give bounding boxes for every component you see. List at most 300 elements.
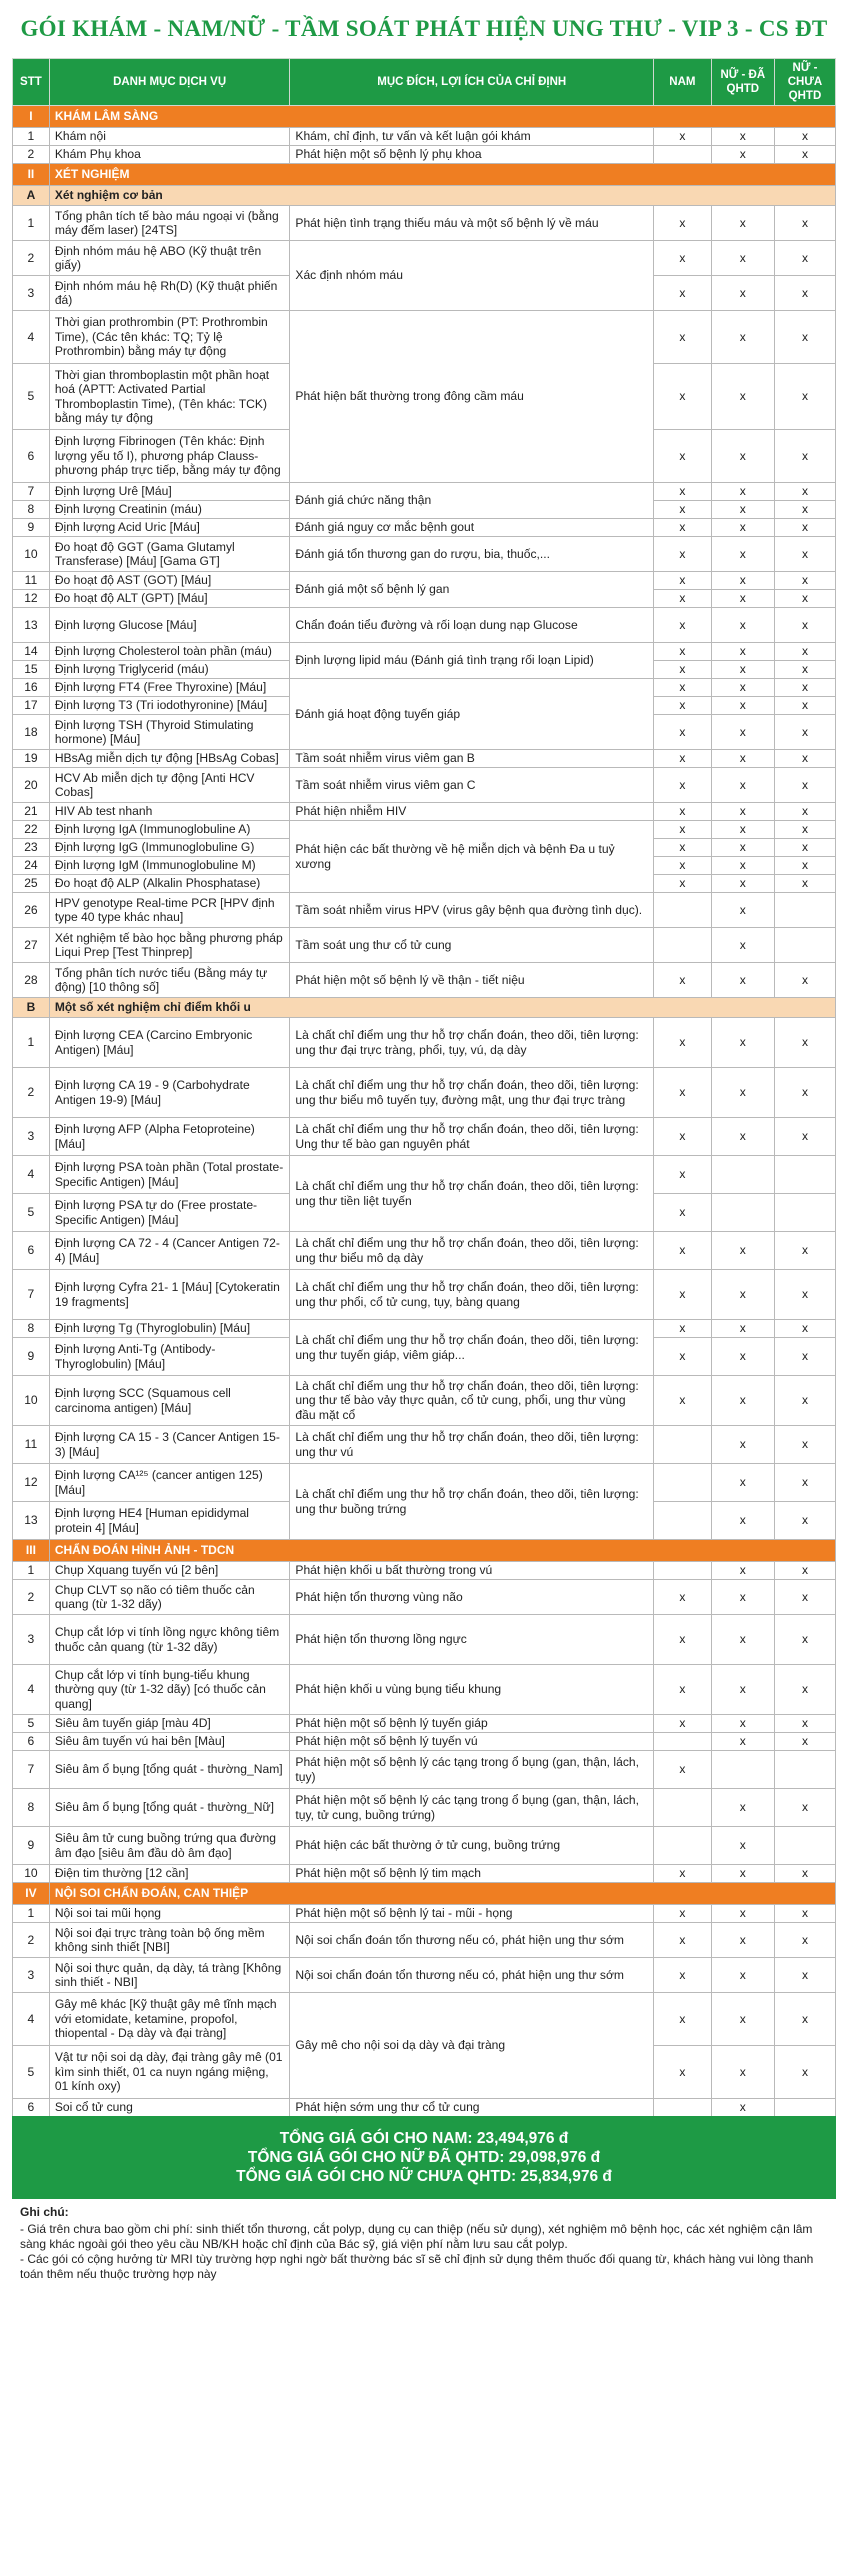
row-number: 2 (13, 1580, 50, 1615)
female-married-check: x (711, 364, 774, 430)
row-number: 18 (13, 715, 50, 750)
total-female-single: TỔNG GIÁ GÓI CHO NỮ CHƯA QHTD: 25,834,976 đ (236, 2168, 612, 2185)
female-married-check: x (711, 146, 774, 164)
section-number: III (13, 1540, 50, 1562)
service-purpose: Là chất chỉ điểm ung thư hỗ trợ chẩn đoán, theo dõi, tiên lượng: ung thư phổi, cổ tử cung, tụy, bàng quang (290, 1270, 654, 1320)
service-name: Định nhóm máu hệ ABO (Kỹ thuật trên giấy) (49, 241, 290, 276)
male-check: x (654, 1580, 712, 1615)
service-name: Định nhóm máu hệ Rh(D) (Kỹ thuật phiến đá) (49, 276, 290, 311)
female-single-check: x (774, 875, 835, 893)
male-check (654, 2099, 712, 2117)
row-number: 17 (13, 697, 50, 715)
row-number: 2 (13, 1923, 50, 1958)
service-name: Chụp Xquang tuyến vú [2 bên] (49, 1562, 290, 1580)
female-single-check: x (774, 1270, 835, 1320)
male-check: x (654, 768, 712, 803)
table-row (13, 146, 836, 164)
table-row (13, 1993, 836, 2046)
female-single-check: x (774, 963, 835, 998)
table-row (13, 1270, 836, 1320)
row-number: 10 (13, 537, 50, 572)
male-check: x (654, 750, 712, 768)
service-name: Định lượng IgA (Immunoglobuline A) (49, 821, 290, 839)
row-number: 7 (13, 483, 50, 501)
row-number: 13 (13, 608, 50, 643)
female-single-check: x (774, 483, 835, 501)
header-stt: STT (13, 59, 50, 106)
service-name: Khám Phụ khoa (49, 146, 290, 164)
service-purpose: Đánh giá nguy cơ mắc bệnh gout (290, 519, 654, 537)
notes-heading: Ghi chú: (20, 2205, 69, 2219)
male-check: x (654, 715, 712, 750)
row-number: 12 (13, 590, 50, 608)
header-service: DANH MỤC DỊCH VỤ (49, 59, 290, 106)
female-single-check (774, 893, 835, 928)
female-single-check: x (774, 1338, 835, 1376)
row-number: 4 (13, 1156, 50, 1194)
service-purpose: Phát hiện một số bệnh lý tim mạch (290, 1865, 654, 1883)
service-name: Nội soi thực quản, dạ dày, tá tràng [Không sinh thiết - NBI] (49, 1958, 290, 1993)
note-item: - Giá trên chưa bao gồm chi phí: sinh thiết tổn thương, cắt polyp, dụng cụ can thiệp (nếu sử dụng), xét nghiệm mô bệnh học, các xét nghiệm cận lâm sàng khác ngoài gói theo yêu cầu NB/KH hoặc chỉ định của Bác sỹ, giá viện phí nằm lưu sau cắt polyp. (20, 2222, 813, 2251)
subsection-header-row (13, 998, 836, 1018)
service-purpose: Đánh giá tổn thương gan do rượu, bia, thuốc,... (290, 537, 654, 572)
female-single-check: x (774, 1923, 835, 1958)
female-single-check: x (774, 1733, 835, 1751)
male-check: x (654, 1751, 712, 1789)
service-name: Định lượng CA¹²⁵ (cancer antigen 125) [Máu] (49, 1464, 290, 1502)
service-purpose: Phát hiện nhiễm HIV (290, 803, 654, 821)
service-name: Định lượng IgM (Immunoglobuline M) (49, 857, 290, 875)
female-married-check: x (711, 715, 774, 750)
service-purpose: Phát hiện tình trạng thiếu máu và một số bệnh lý về máu (290, 206, 654, 241)
female-single-check: x (774, 1464, 835, 1502)
female-married-check: x (711, 893, 774, 928)
section-title: CHẨN ĐOÁN HÌNH ẢNH - TDCN (49, 1540, 835, 1562)
table-row (13, 1068, 836, 1118)
table-row (13, 1827, 836, 1865)
female-single-check: x (774, 501, 835, 519)
service-purpose: Phát hiện khối u bất thường trong vú (290, 1562, 654, 1580)
female-married-check: x (711, 1580, 774, 1615)
service-purpose: Là chất chỉ điểm ung thư hỗ trợ chẩn đoán, theo dõi, tiên lượng: ung thư tuyến giáp, viêm giáp... (290, 1320, 654, 1376)
female-single-check: x (774, 1562, 835, 1580)
female-single-check: x (774, 1958, 835, 1993)
male-check: x (654, 697, 712, 715)
service-purpose: Phát hiện một số bệnh lý tuyến vú (290, 1733, 654, 1751)
row-number: 4 (13, 311, 50, 364)
row-number: 24 (13, 857, 50, 875)
section-number: IV (13, 1883, 50, 1905)
service-name: Định lượng PSA tự do (Free prostate-Specific Antigen) [Máu] (49, 1194, 290, 1232)
female-single-check: x (774, 1665, 835, 1715)
male-check (654, 1502, 712, 1540)
female-single-check: x (774, 1905, 835, 1923)
service-name: Siêu âm ổ bụng [tổng quát - thường_Nam] (49, 1751, 290, 1789)
service-purpose: Là chất chỉ điểm ung thư hỗ trợ chẩn đoán, theo dõi, tiên lượng: ung thư biểu mô tuyến tụy, đường mật, ung thư đại trực tràng (290, 1068, 654, 1118)
male-check (654, 1733, 712, 1751)
female-married-check: x (711, 2099, 774, 2117)
notes-section (0, 2199, 848, 2282)
service-name: Định lượng Cholesterol toàn phần (máu) (49, 643, 290, 661)
male-check: x (654, 1118, 712, 1156)
male-check: x (654, 590, 712, 608)
service-name: HIV Ab test nhanh (49, 803, 290, 821)
service-name: Nội soi đại trực tràng toàn bộ ống mềm không sinh thiết [NBI] (49, 1923, 290, 1958)
service-purpose: Phát hiện các bất thường về hệ miễn dịch và bệnh Đa u tuỷ xương (290, 821, 654, 893)
service-name: Đo hoạt độ ALT (GPT) [Máu] (49, 590, 290, 608)
row-number: 15 (13, 661, 50, 679)
female-single-check: x (774, 1865, 835, 1883)
male-check: x (654, 430, 712, 483)
male-check (654, 928, 712, 963)
service-name: Định lượng T3 (Tri iodothyronine) [Máu] (49, 697, 290, 715)
female-married-check: x (711, 1562, 774, 1580)
table-row (13, 1426, 836, 1464)
service-name: Tổng phân tích tế bào máu ngoại vi (bằng máy đếm laser) [24TS] (49, 206, 290, 241)
male-check: x (654, 1232, 712, 1270)
row-number: 13 (13, 1502, 50, 1540)
female-single-check: x (774, 276, 835, 311)
male-check (654, 1426, 712, 1464)
row-number: 5 (13, 2046, 50, 2099)
female-single-check: x (774, 1118, 835, 1156)
row-number: 1 (13, 1905, 50, 1923)
service-name: Thời gian thromboplastin một phần hoạt hoá (APTT: Activated Partial Thromboplastin Time), (Tên khác: TCK) bằng máy tự động (49, 364, 290, 430)
male-check: x (654, 1156, 712, 1194)
male-check: x (654, 1665, 712, 1715)
service-name: Định lượng Fibrinogen (Tên khác: Định lượng yếu tố I), phương pháp Clauss- phương pháp trực tiếp, bằng máy tự động (49, 430, 290, 483)
female-single-check: x (774, 430, 835, 483)
male-check: x (654, 1194, 712, 1232)
header-purpose: MỤC ĐÍCH, LỢI ÍCH CỦA CHỈ ĐỊNH (290, 59, 654, 106)
female-married-check: x (711, 1733, 774, 1751)
male-check (654, 1562, 712, 1580)
table-row (13, 128, 836, 146)
service-name: Tổng phân tích nước tiểu (Bằng máy tự động) [10 thông số] (49, 963, 290, 998)
row-number: 6 (13, 2099, 50, 2117)
service-purpose: Phát hiện một số bệnh lý các tạng trong ổ bụng (gan, thận, lách, tụy, tử cung, buồng trứng) (290, 1789, 654, 1827)
service-purpose: Đánh giá chức năng thận (290, 483, 654, 519)
table-row (13, 241, 836, 276)
table-row (13, 1018, 836, 1068)
male-check (654, 1827, 712, 1865)
female-single-check (774, 2099, 835, 2117)
service-purpose: Phát hiện bất thường trong đông cầm máu (290, 311, 654, 483)
service-name: Soi cổ tử cung (49, 2099, 290, 2117)
female-married-check: x (711, 839, 774, 857)
female-married-check: x (711, 2046, 774, 2099)
table-row (13, 1118, 836, 1156)
row-number: 7 (13, 1270, 50, 1320)
female-single-check: x (774, 1789, 835, 1827)
row-number: 9 (13, 1338, 50, 1376)
service-name: Gây mê khác [Kỹ thuật gây mê tĩnh mạch với etomidate, ketamine, propofol, thiopental - Dạ dày và đại tràng] (49, 1993, 290, 2046)
male-check: x (654, 519, 712, 537)
row-number: 5 (13, 364, 50, 430)
male-check: x (654, 803, 712, 821)
service-name: Định lượng Urê [Máu] (49, 483, 290, 501)
service-name: Định lượng Triglycerid (máu) (49, 661, 290, 679)
row-number: 6 (13, 430, 50, 483)
section-number: A (13, 186, 50, 206)
table-row (13, 1580, 836, 1615)
row-number: 6 (13, 1232, 50, 1270)
table-row (13, 1615, 836, 1665)
service-purpose: Nội soi chẩn đoán tổn thương nếu có, phát hiện ung thư sớm (290, 1923, 654, 1958)
female-married-check: x (711, 501, 774, 519)
male-check: x (654, 679, 712, 697)
male-check: x (654, 643, 712, 661)
table-row (13, 643, 836, 661)
row-number: 22 (13, 821, 50, 839)
female-married-check: x (711, 572, 774, 590)
male-check: x (654, 1993, 712, 2046)
female-married-check: x (711, 1018, 774, 1068)
service-name: HBsAg miễn dịch tự động [HBsAg Cobas] (49, 750, 290, 768)
male-check: x (654, 1338, 712, 1376)
total-female-married: TỔNG GIÁ GÓI CHO NỮ ĐÃ QHTD: 29,098,976 đ (247, 2149, 601, 2166)
table-row (13, 519, 836, 537)
row-number: 27 (13, 928, 50, 963)
row-number: 26 (13, 893, 50, 928)
total-price-banner (12, 2116, 836, 2199)
female-single-check: x (774, 241, 835, 276)
male-check: x (654, 276, 712, 311)
table-row (13, 679, 836, 697)
male-check: x (654, 839, 712, 857)
female-married-check: x (711, 483, 774, 501)
female-single-check (774, 1751, 835, 1789)
table-row (13, 1156, 836, 1194)
male-check: x (654, 875, 712, 893)
note-item: - Các gói có cộng hưởng từ MRI tùy trường hợp nghi ngờ bất thường bác sĩ sẽ chỉ định sử dụng thêm thuốc đối quang từ, khách hàng vui lòng thanh toán thêm nếu thuộc trường hợp này (20, 2252, 814, 2281)
female-married-check: x (711, 1118, 774, 1156)
female-single-check: x (774, 750, 835, 768)
table-row (13, 1665, 836, 1715)
female-married-check: x (711, 928, 774, 963)
female-married-check: x (711, 1338, 774, 1376)
table-row (13, 483, 836, 501)
row-number: 8 (13, 1789, 50, 1827)
service-name: Xét nghiệm tế bào học bằng phương pháp Liqui Prep [Test Thinprep] (49, 928, 290, 963)
service-name: HPV genotype Real-time PCR [HPV định type 40 type khác nhau] (49, 893, 290, 928)
service-name: Chụp cắt lớp vi tính bụng-tiểu khung thường quy (từ 1-32 dãy) [có thuốc cản quang] (49, 1665, 290, 1715)
table-row (13, 893, 836, 928)
row-number: 11 (13, 1426, 50, 1464)
row-number: 3 (13, 1615, 50, 1665)
service-name: Nội soi tai mũi họng (49, 1905, 290, 1923)
male-check (654, 1464, 712, 1502)
service-name: HCV Ab miễn dịch tự động [Anti HCV Cobas] (49, 768, 290, 803)
service-purpose: Là chất chỉ điểm ung thư hỗ trợ chẩn đoán, theo dõi, tiên lượng: ung thư đại trực tràng, phổi, tụy, vú, dạ dày (290, 1018, 654, 1068)
row-number: 1 (13, 1562, 50, 1580)
female-married-check: x (711, 430, 774, 483)
row-number: 5 (13, 1715, 50, 1733)
service-purpose: Là chất chỉ điểm ung thư hỗ trợ chẩn đoán, theo dõi, tiên lượng: Ung thư tế bào gan nguyên phát (290, 1118, 654, 1156)
table-row (13, 2099, 836, 2117)
female-single-check: x (774, 1426, 835, 1464)
row-number: 14 (13, 643, 50, 661)
row-number: 9 (13, 1827, 50, 1865)
male-check: x (654, 311, 712, 364)
service-name: Siêu âm tuyến giáp [màu 4D] (49, 1715, 290, 1733)
female-married-check: x (711, 1320, 774, 1338)
service-purpose: Phát hiện một số bệnh lý phụ khoa (290, 146, 654, 164)
table-row (13, 803, 836, 821)
female-single-check: x (774, 146, 835, 164)
table-row (13, 1905, 836, 1923)
female-married-check: x (711, 608, 774, 643)
service-name: Định lượng TSH (Thyroid Stimulating hormone) [Máu] (49, 715, 290, 750)
service-purpose: Là chất chỉ điểm ung thư hỗ trợ chẩn đoán, theo dõi, tiên lượng: ung thư tiền liệt tuyến (290, 1156, 654, 1232)
service-name: Khám nội (49, 128, 290, 146)
service-name: Siêu âm tử cung buồng trứng qua đường âm đạo [siêu âm đầu dò âm đạo] (49, 1827, 290, 1865)
service-purpose: Phát hiện tổn thương lồng ngực (290, 1615, 654, 1665)
service-name: Định lượng Acid Uric [Máu] (49, 519, 290, 537)
section-title: NỘI SOI CHẨN ĐOÁN, CAN THIỆP (49, 1883, 835, 1905)
female-married-check: x (711, 128, 774, 146)
female-single-check: x (774, 803, 835, 821)
table-row (13, 608, 836, 643)
female-single-check: x (774, 1018, 835, 1068)
total-male: TỔNG GIÁ GÓI CHO NAM: 23,494,976 đ (279, 2130, 569, 2147)
row-number: 8 (13, 501, 50, 519)
female-married-check: x (711, 1827, 774, 1865)
female-married-check: x (711, 1426, 774, 1464)
header-female-single: NỮ - CHƯA QHTD (774, 59, 835, 106)
female-single-check (774, 1194, 835, 1232)
row-number: 12 (13, 1464, 50, 1502)
header-male: NAM (654, 59, 712, 106)
male-check: x (654, 857, 712, 875)
service-purpose: Là chất chỉ điểm ung thư hỗ trợ chẩn đoán, theo dõi, tiên lượng: ung thư vú (290, 1426, 654, 1464)
female-single-check: x (774, 590, 835, 608)
table-row (13, 1320, 836, 1338)
service-name: Định lượng HE4 [Human epididymal protein 4] [Máu] (49, 1502, 290, 1540)
female-married-check: x (711, 537, 774, 572)
section-title: KHÁM LÂM SÀNG (49, 106, 835, 128)
row-number: 3 (13, 1118, 50, 1156)
service-purpose: Định lượng lipid máu (Đánh giá tình trạng rối loạn Lipid) (290, 643, 654, 679)
table-row (13, 928, 836, 963)
table-row (13, 1923, 836, 1958)
service-purpose: Phát hiện một số bệnh lý các tạng trong ổ bụng (gan, thận, lách, tụy) (290, 1751, 654, 1789)
male-check: x (654, 206, 712, 241)
male-check: x (654, 364, 712, 430)
female-single-check: x (774, 1993, 835, 2046)
service-purpose: Tầm soát nhiễm virus viêm gan B (290, 750, 654, 768)
service-name: Chụp cắt lớp vi tính lồng ngực không tiêm thuốc cản quang (từ 1-32 dãy) (49, 1615, 290, 1665)
section-title: Một số xét nghiệm chỉ điểm khối u (49, 998, 835, 1018)
service-purpose: Là chất chỉ điểm ung thư hỗ trợ chẩn đoán, theo dõi, tiên lượng: ung thư biểu mô dạ dày (290, 1232, 654, 1270)
table-row (13, 750, 836, 768)
row-number: 1 (13, 128, 50, 146)
service-purpose: Tầm soát nhiễm virus viêm gan C (290, 768, 654, 803)
table-row (13, 1865, 836, 1883)
service-purpose: Gây mê cho nội soi dạ dày và đại tràng (290, 1993, 654, 2099)
table-row (13, 963, 836, 998)
row-number: 10 (13, 1865, 50, 1883)
female-married-check: x (711, 821, 774, 839)
male-check: x (654, 1865, 712, 1883)
female-single-check: x (774, 697, 835, 715)
service-name: Điện tim thường [12 cần] (49, 1865, 290, 1883)
subsection-header-row (13, 186, 836, 206)
female-married-check: x (711, 1270, 774, 1320)
row-number: 6 (13, 1733, 50, 1751)
female-single-check (774, 928, 835, 963)
female-married-check: x (711, 241, 774, 276)
female-married-check (711, 1194, 774, 1232)
row-number: 20 (13, 768, 50, 803)
male-check: x (654, 1715, 712, 1733)
female-married-check: x (711, 768, 774, 803)
female-single-check: x (774, 1580, 835, 1615)
service-name: Định lượng Cyfra 21- 1 [Máu] [Cytokeratin 19 fragments] (49, 1270, 290, 1320)
female-single-check (774, 1827, 835, 1865)
female-single-check: x (774, 1320, 835, 1338)
service-name: Thời gian prothrombin (PT: Prothrombin Time), (Các tên khác: TQ; Tỷ lệ Prothrombin) bằng máy tự động (49, 311, 290, 364)
service-name: Định lượng IgG (Immunoglobuline G) (49, 839, 290, 857)
male-check: x (654, 1376, 712, 1426)
male-check: x (654, 483, 712, 501)
table-row (13, 1958, 836, 1993)
female-married-check: x (711, 1232, 774, 1270)
female-single-check: x (774, 311, 835, 364)
female-married-check: x (711, 643, 774, 661)
female-married-check: x (711, 1958, 774, 1993)
service-name: Đo hoạt độ GGT (Gama Glutamyl Transferase) [Máu] [Gama GT] (49, 537, 290, 572)
male-check (654, 1789, 712, 1827)
female-single-check: x (774, 1232, 835, 1270)
male-check: x (654, 537, 712, 572)
male-check: x (654, 963, 712, 998)
female-married-check: x (711, 1665, 774, 1715)
header-female-married: NỮ - ĐÃ QHTD (711, 59, 774, 106)
service-table (12, 58, 836, 2117)
female-married-check: x (711, 1923, 774, 1958)
service-name: Định lượng PSA toàn phần (Total prostate-Specific Antigen) [Máu] (49, 1156, 290, 1194)
row-number: 23 (13, 839, 50, 857)
section-number: I (13, 106, 50, 128)
male-check: x (654, 501, 712, 519)
table-row (13, 768, 836, 803)
female-married-check: x (711, 963, 774, 998)
female-single-check: x (774, 768, 835, 803)
row-number: 7 (13, 1751, 50, 1789)
male-check: x (654, 1905, 712, 1923)
service-name: Định lượng Creatinin (máu) (49, 501, 290, 519)
female-single-check: x (774, 1068, 835, 1118)
table-body (13, 106, 836, 2117)
service-purpose: Đánh giá một số bệnh lý gan (290, 572, 654, 608)
row-number: 21 (13, 803, 50, 821)
table-row (13, 1751, 836, 1789)
female-single-check: x (774, 364, 835, 430)
female-single-check: x (774, 679, 835, 697)
female-married-check (711, 1156, 774, 1194)
table-row (13, 537, 836, 572)
row-number: 2 (13, 241, 50, 276)
female-single-check: x (774, 128, 835, 146)
service-name: Định lượng Tg (Thyroglobulin) [Máu] (49, 1320, 290, 1338)
service-purpose: Tầm soát ung thư cổ tử cung (290, 928, 654, 963)
service-purpose: Phát hiện sớm ung thư cổ tử cung (290, 2099, 654, 2117)
row-number: 3 (13, 276, 50, 311)
service-name: Vật tư nội soi dạ dày, đại tràng gây mê (01 kìm sinh thiết, 01 ca nuyn ngáng miệng, 01 kính oxy) (49, 2046, 290, 2099)
female-single-check: x (774, 857, 835, 875)
male-check: x (654, 241, 712, 276)
